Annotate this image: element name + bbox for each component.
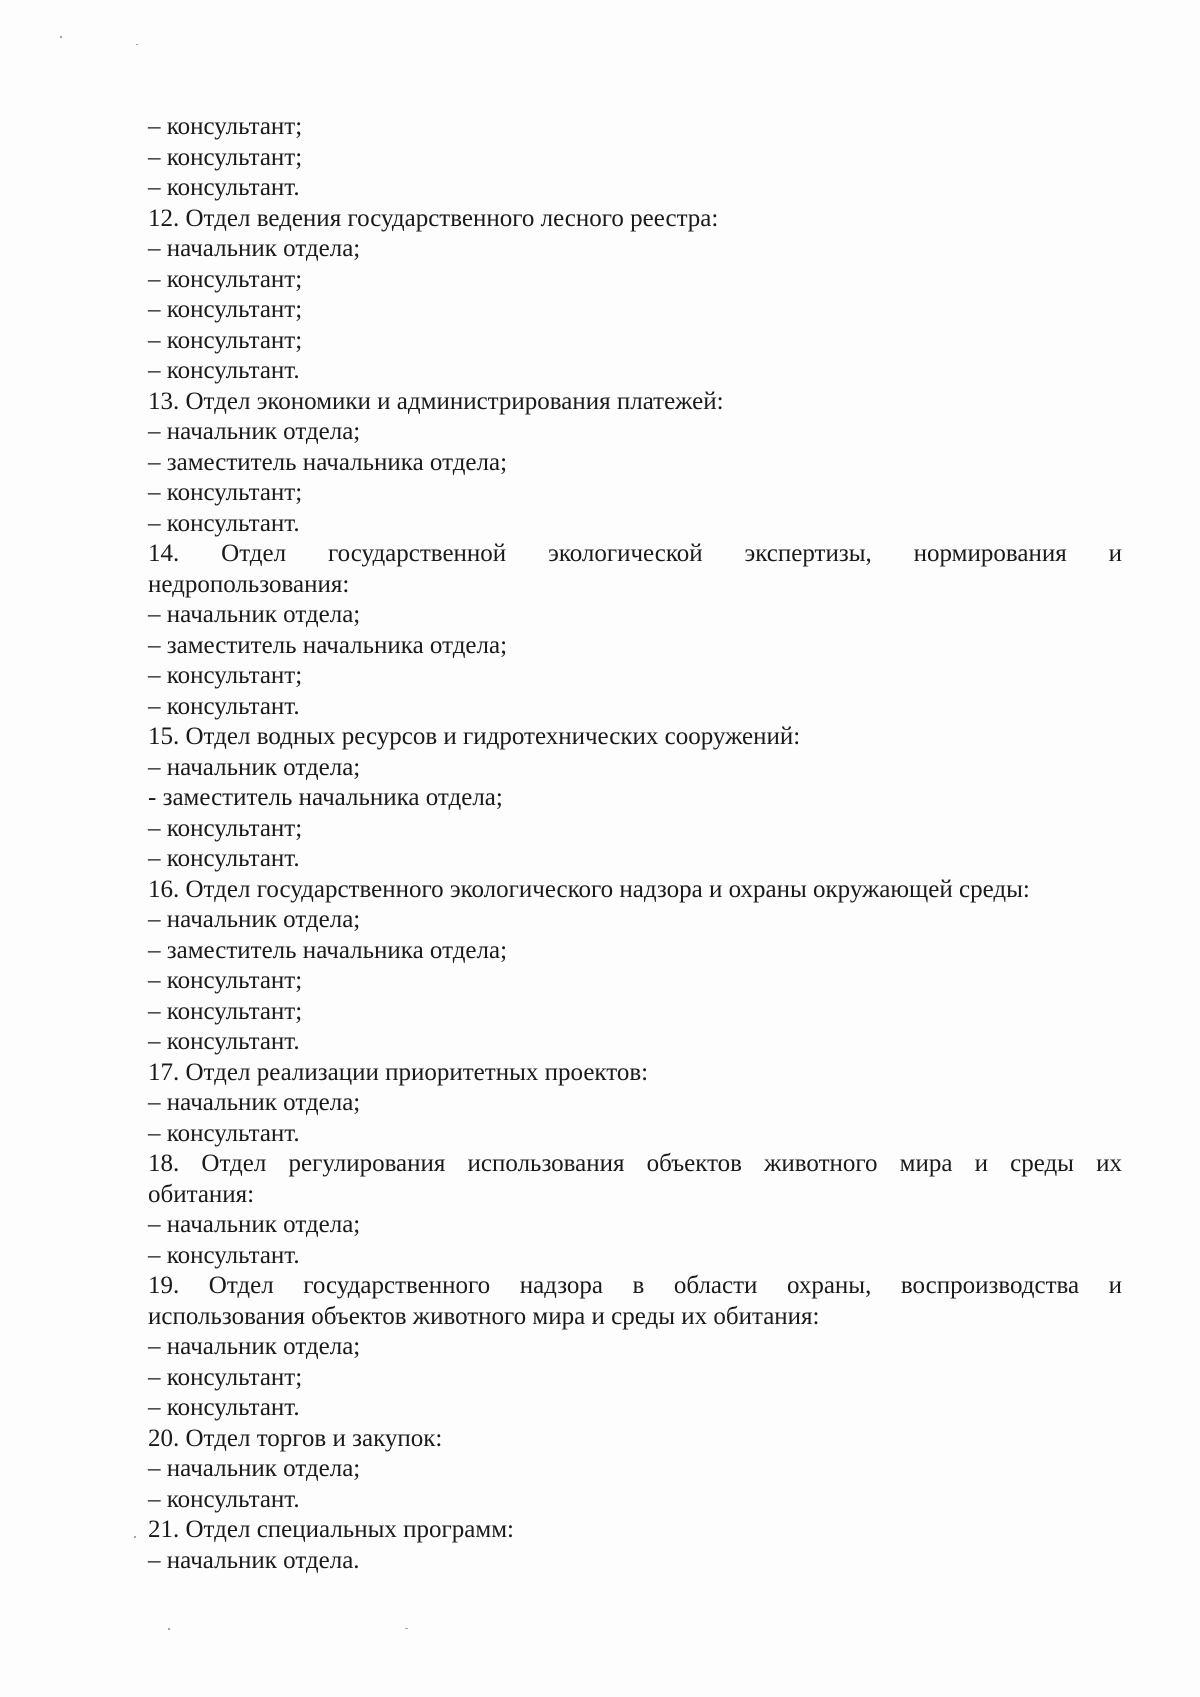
department-heading-line: 19. Отдел государственного надзора в области охраны, воспроизводства и: [148, 1272, 1122, 1299]
department-heading-line: 14. Отдел государственной экологической экспертизы, нормирования и: [148, 540, 1122, 567]
department-heading: 21. Отдел специальных программ:: [148, 1516, 514, 1543]
position-item: – заместитель начальника отдела;: [148, 936, 508, 964]
scan-speck: [60, 36, 62, 38]
position-item: – консультант;: [148, 814, 303, 842]
scan-speck: [136, 44, 138, 45]
department-heading: 15. Отдел водных ресурсов и гидротехнических сооружений:: [148, 723, 801, 750]
position-item: - заместитель начальника отдела;: [148, 784, 503, 811]
position-item: – консультант.: [148, 845, 300, 872]
position-item: – начальник отдела;: [148, 906, 361, 933]
staff-list: [148, 112, 1122, 1576]
position-item: – консультант.: [148, 1485, 300, 1513]
position-item: – начальник отдела;: [148, 601, 361, 628]
department-heading: [148, 539, 1122, 600]
position-item: – консультант;: [148, 967, 303, 994]
position-item: – консультант.: [148, 1241, 300, 1269]
department-heading: 16. Отдел государственного экологического надзора и охраны окружающей среды:: [148, 875, 1030, 903]
scan-speck: [405, 1628, 408, 1629]
position-item: – начальник отдела;: [148, 1211, 361, 1238]
position-item: – консультант;: [148, 479, 303, 506]
position-item: – консультант.: [148, 1028, 300, 1055]
department-heading-line: использования объектов животного мира и среды их обитания:: [148, 1302, 820, 1330]
scan-speck: [134, 1536, 136, 1538]
position-item: – консультант;: [148, 113, 303, 140]
department-heading: 13. Отдел экономики и администрирования платежей:: [148, 387, 724, 415]
department-heading-line: недропользования:: [148, 570, 350, 598]
position-item: – заместитель начальника отдела;: [148, 448, 508, 476]
position-item: – заместитель начальника отдела;: [148, 631, 508, 659]
position-item: – начальник отдела;: [148, 753, 361, 781]
position-item: – консультант.: [148, 174, 300, 201]
position-item: – начальник отдела.: [148, 1546, 360, 1574]
position-item: – консультант.: [148, 692, 300, 720]
position-item: – консультант.: [148, 509, 300, 537]
position-item: – консультант.: [148, 357, 300, 384]
department-heading: 20. Отдел торгов и закупок:: [148, 1424, 443, 1452]
position-item: – консультант;: [148, 997, 303, 1025]
position-item: – консультант;: [148, 143, 303, 171]
department-heading: [148, 1271, 1122, 1332]
position-item: – консультант.: [148, 1119, 300, 1147]
position-item: – консультант;: [148, 326, 303, 354]
department-heading: 17. Отдел реализации приоритетных проектов:: [148, 1058, 649, 1086]
position-item: – начальник отдела;: [148, 1089, 361, 1116]
position-item: – консультант;: [148, 662, 303, 689]
position-item: – консультант;: [148, 265, 303, 293]
position-item: – начальник отдела;: [148, 235, 361, 262]
position-item: – консультант.: [148, 1394, 300, 1421]
scan-speck: [168, 1628, 170, 1630]
department-heading-line: 18. Отдел регулирования использования объектов животного мира и среды их: [148, 1150, 1122, 1177]
position-item: – консультант;: [148, 296, 303, 323]
department-heading-line: обитания:: [148, 1180, 255, 1208]
position-item: – начальник отдела;: [148, 1333, 361, 1360]
department-heading: 12. Отдел ведения государственного лесного реестра:: [148, 204, 719, 232]
position-item: – консультант;: [148, 1363, 303, 1391]
department-heading: [148, 1149, 1122, 1210]
position-item: – начальник отдела;: [148, 1455, 361, 1482]
position-item: – начальник отдела;: [148, 418, 361, 445]
